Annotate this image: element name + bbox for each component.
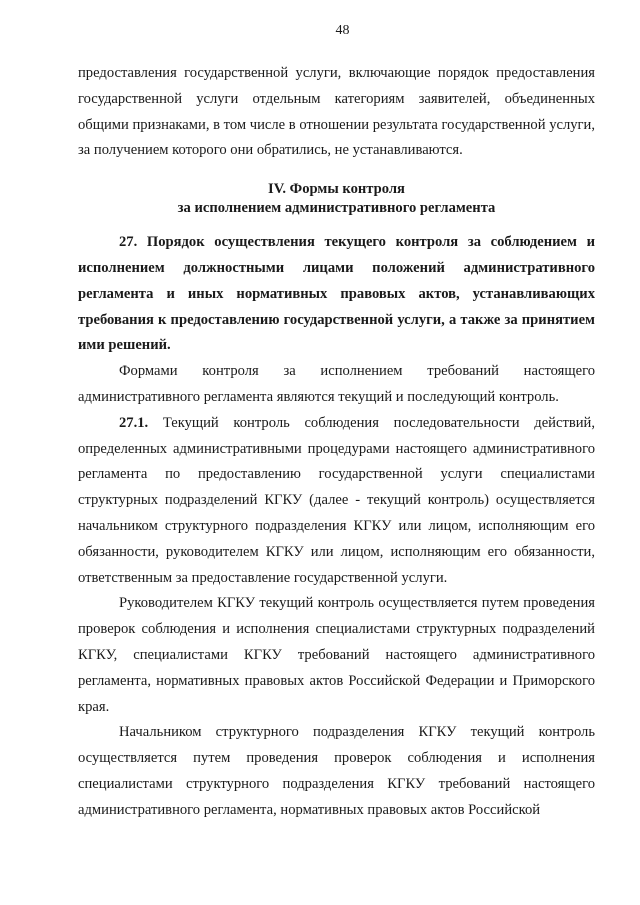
- clause-27-1-text: Текущий контроль соблюдения последовательности действий, определенных административными процедурами настоящего административного регламента по предоставлению государственной услуги специалистами структурных подразделений КГКУ (далее - текущий контроль) осуществляется начальником структурного подразделения КГКУ или лицом, исполняющим его обязанности, руководителем КГКУ или лицом, исполняющим его обязанности, ответственным за предоставление государственной услуги.: [78, 414, 595, 586]
- section-title-line-2: за исполнением административного регламента: [177, 200, 496, 217]
- paragraph-head-control: Руководителем КГКУ текущий контроль осуществляется путем проведения проверок соблюдения и исполнения специалистами структурных подразделений КГКУ, специалистами КГКУ требований настоящего административного регламента, нормативных правовых актов Российской Федерации и Приморского края.: [78, 595, 595, 715]
- page-number: 48: [335, 23, 350, 38]
- clause-27-body: Формами контроля за исполнением требований настоящего административного регламента являются текущий и последующий контроль.: [78, 363, 595, 405]
- clause-27-1-number: 27.1.: [119, 414, 149, 431]
- paragraph-intro: предоставления государственной услуги, включающие порядок предоставления государственной услуги отдельным категориям заявителей, объединенных общими признаками, в том числе в отношении результата государственной услуги, за получением которого они обратились, не устанавливаются.: [78, 65, 595, 159]
- paragraph-chief-control: Начальником структурного подразделения КГКУ текущий контроль осуществляется путем проведения проверок соблюдения и исполнения специалистами структурного подразделения КГКУ требований настоящего административного регламента, нормативных правовых актов Российской: [78, 724, 595, 818]
- section-title: [78, 180, 595, 218]
- clause-27-heading: 27. Порядок осуществления текущего контроля за соблюдением и исполнением должностными лицами положений административного регламента и иных нормативных правовых актов, устанавливающих требования к предоставлению государственной услуги, а также за принятием ими решений.: [78, 234, 595, 354]
- clause-27-1: [78, 411, 595, 592]
- section-title-line-1: IV. Формы контроля: [268, 181, 405, 198]
